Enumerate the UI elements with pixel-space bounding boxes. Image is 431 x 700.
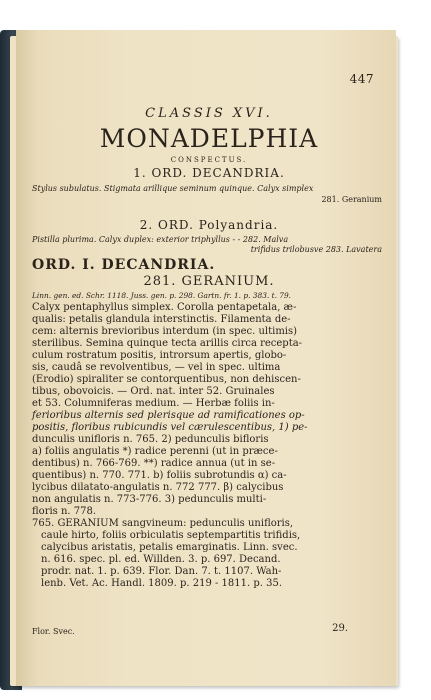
body-line: ferioribus alternis sed plerisque ad ramificationes op- xyxy=(32,410,305,421)
body-line: cem: alternis brevioribus interdum (in spec. ultimis) xyxy=(32,326,298,337)
class-title: MONADELPHIA xyxy=(99,124,319,153)
order-1-genus: 281. Geranium xyxy=(321,195,382,204)
class-heading: CLASSIS XVI. xyxy=(145,106,273,121)
species-line: 765. GERANIUM sangvineum: pedunculis unifloris, xyxy=(32,518,294,529)
body-line: quentibus) n. 770. 771. b) foliis subrotundis α) ca- xyxy=(32,470,287,481)
order-1-description: Stylus subulatus. Stigmata arillique seminum quinque. Calyx simplex xyxy=(32,184,314,193)
book-page xyxy=(16,30,396,686)
body-line: dunculis unifloris n. 765. 2) pedunculis bifloris xyxy=(32,434,269,445)
genus-description xyxy=(32,302,388,590)
body-line: dentibus) n. 766-769. **) radice annua (ut in se- xyxy=(32,458,276,469)
body-line: floris n. 778. xyxy=(32,506,97,517)
order-2-description: Pistilla plurima. Calyx duplex: exterior triphyllus - - 282. Malva xyxy=(32,235,289,244)
species-line: calycibus aristatis, petalis emarginatis. Linn. svec. xyxy=(41,542,298,553)
body-line: sterilibus. Semina quinque tecta arillis circa recepta- xyxy=(32,338,303,349)
references-line: Linn. gen. ed. Schr. 1118. Juss. gen. p. 298. Gartn. fr. 1. p. 383. t. 79. xyxy=(32,291,292,300)
body-line: positis, floribus rubicundis vel cærulescentibus, 1) pe- xyxy=(32,422,308,433)
body-line: non angulatis n. 773-776. 3) pedunculis multi- xyxy=(32,494,267,505)
species-line: caule hirto, foliis orbiculatis septempartitis trifidis, xyxy=(41,530,301,541)
body-line: lycibus dilatato-angulatis n. 772 777. β) calycibus xyxy=(32,482,284,493)
order-2-label: 2. ORD. Polyandria. xyxy=(139,218,279,232)
body-line: et 53. Columniferas medium. — Herbæ foliis in- xyxy=(32,398,275,409)
order-2-description-cont: trifidus trilobusve 283. Lavatera xyxy=(250,245,382,254)
body-line: a) foliis angulatis *) radice perenni (ut in præce- xyxy=(32,446,278,457)
footer-catchword: 29. xyxy=(332,623,348,634)
body-line: Calyx pentaphyllus simplex. Corolla pentapetala, æ- xyxy=(32,302,297,313)
order-1-label: 1. ORD. DECANDRIA. xyxy=(133,166,285,180)
book xyxy=(0,30,400,690)
body-line: culum rostratum positis, introrsum apertis, globo- xyxy=(32,350,287,361)
footer-signature: Flor. Svec. xyxy=(32,627,75,636)
conspectus-label: CONSPECTUS. xyxy=(170,156,248,164)
page-number: 447 xyxy=(349,72,374,86)
section-genus-heading: 281. GERANIUM. xyxy=(143,274,275,289)
species-line: prodr. nat. 1. p. 639. Flor. Dan. 7. t. 1107. Wah- xyxy=(41,566,282,577)
section-order-heading: ORD. I. DECANDRIA. xyxy=(32,257,216,273)
body-line: sis, caudâ se revolventibus, — vel in spec. ultima xyxy=(32,362,281,373)
body-line: (Erodio) spiraliter se contorquentibus, non dehiscen- xyxy=(32,374,301,385)
body-line: qualis: petalis glandula interstinctis. Filamenta de- xyxy=(32,314,291,325)
body-line: tibus, obovoicis. — Ord. nat. inter 52. Gruinales xyxy=(32,386,275,397)
species-line: n. 616. spec. pl. ed. Willden. 3. p. 697. Decand. xyxy=(41,554,281,565)
species-line: lenb. Vet. Ac. Handl. 1809. p. 219 - 1811. p. 35. xyxy=(41,578,283,589)
